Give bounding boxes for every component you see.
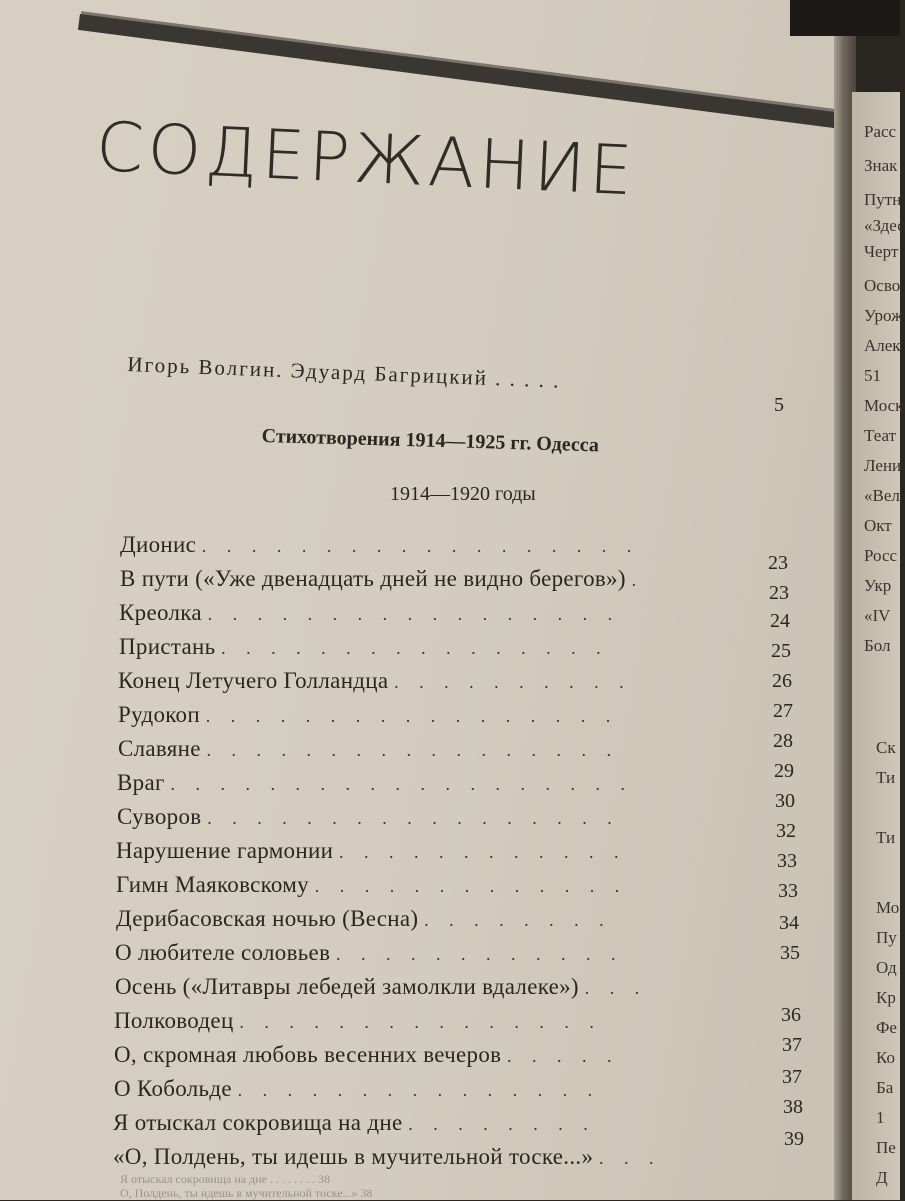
entry-page-number: 23 xyxy=(769,582,789,604)
entry-page-number: 35 xyxy=(780,942,800,964)
entry-dots: . . . . . . . . . . . . . . . . . xyxy=(205,706,619,726)
list-item xyxy=(114,1076,600,1102)
subsection-title: 1914—1920 годы xyxy=(390,483,536,505)
list-item xyxy=(120,566,644,592)
entry-dots: . . . . . . . . . . . . . . . . xyxy=(221,638,609,658)
intro-entry xyxy=(127,352,561,394)
list-item xyxy=(118,702,618,728)
entry-title: Дерибасовская ночью (Весна) xyxy=(116,906,419,931)
facing-page-fragment: Ск xyxy=(876,738,896,757)
entry-dots: . . . . . . . . . . . . . . . . . . xyxy=(201,536,640,556)
list-item xyxy=(114,1042,620,1068)
entry-page-number: 33 xyxy=(777,850,797,872)
entry-dots: . . . . . . . . xyxy=(408,1114,596,1134)
entry-dots: . . . . . . . . . . . . xyxy=(338,842,627,862)
list-item xyxy=(117,804,620,830)
facing-page-fragment: Од xyxy=(876,958,897,977)
page-corner xyxy=(790,0,900,36)
list-item xyxy=(119,634,609,660)
entry-title: Дионис xyxy=(120,532,197,557)
facing-page-fragment: 51 xyxy=(864,366,881,385)
facing-page-fragment: «IV xyxy=(864,606,891,625)
facing-page-fragment: Урож xyxy=(864,306,903,325)
facing-page-fragment: «Здес xyxy=(864,216,905,235)
entry-page-number: 24 xyxy=(770,610,790,632)
entry-page-number: 23 xyxy=(768,552,788,574)
facing-page-fragment: 1 xyxy=(876,1108,885,1127)
facing-page-fragment: Укр xyxy=(864,576,892,595)
entry-page-number: 37 xyxy=(782,1066,802,1088)
facing-page-fragment: Окт xyxy=(864,516,892,535)
facing-page-fragment: Ти xyxy=(876,768,896,787)
entry-title: О, скромная любовь весенних вечеров xyxy=(114,1042,502,1067)
facing-page-fragment: Путн xyxy=(864,190,902,209)
entry-dots: . . . . . . . . . . . . . . . . . xyxy=(207,604,621,624)
entry-page-number: 37 xyxy=(782,1034,802,1056)
facing-page-fragment: Кр xyxy=(876,988,896,1007)
list-item xyxy=(117,770,633,796)
entry-dots: . . . . . . . . . . . . . . . xyxy=(239,1012,602,1032)
entry-page-number: 33 xyxy=(778,880,798,902)
facing-page-fragment: Знак xyxy=(864,156,898,175)
entry-title: О Кобольде xyxy=(114,1076,232,1101)
entry-title: Креолка xyxy=(119,600,202,625)
entry-dots: . . . . . . . . . . . . . . . . . xyxy=(206,740,620,760)
entry-page-number: 34 xyxy=(779,912,799,934)
entry-page-number: 38 xyxy=(317,1172,330,1186)
facing-page-fragment: Расс xyxy=(864,122,897,141)
list-item xyxy=(116,872,627,898)
entry-page-number: 39 xyxy=(784,1128,804,1150)
entry-page-number: 26 xyxy=(772,670,792,692)
entry-dots: . . . . . xyxy=(507,1046,620,1066)
entry-page-number: 28 xyxy=(773,730,793,752)
entry-title: О любителе соловьев xyxy=(115,940,331,965)
entry-dots: . . . . . . . . xyxy=(424,910,612,930)
entry-title: Я отыскал сокровища на дне xyxy=(120,1172,267,1186)
list-item xyxy=(116,838,626,864)
entry-dots: . . . . . . . . . . xyxy=(394,672,632,692)
entry-title: В пути («Уже двенадцать дней не видно берегов») xyxy=(120,566,626,591)
list-item xyxy=(115,940,623,966)
entry-page-number: 38 xyxy=(783,1096,803,1118)
list-item xyxy=(114,1008,602,1034)
entry-page-number: 29 xyxy=(774,760,794,782)
facing-page-fragment: Черт xyxy=(864,242,899,261)
list-item xyxy=(118,736,619,762)
entry-dots: . . . . . . . . . . . . . xyxy=(314,876,628,896)
facing-page-fragment: Лени xyxy=(864,456,902,475)
entry-dots: . . . . . . . . xyxy=(269,1172,315,1186)
facing-page-fragment: Фе xyxy=(876,1018,897,1037)
section-title: Стихотворения 1914—1925 гг. Одесса xyxy=(261,425,600,457)
facing-page-fragment: Алек xyxy=(864,336,901,355)
list-item xyxy=(116,906,612,932)
facing-page-fragment: Д xyxy=(876,1168,888,1187)
facing-page-fragment: Моск xyxy=(864,396,904,415)
entry-dots: . . . xyxy=(599,1148,662,1168)
facing-page-fragment: Росс xyxy=(864,546,898,565)
entry-title: Суворов xyxy=(117,804,202,829)
page-title: СОДЕРЖАНИЕ xyxy=(94,108,638,212)
entry-page-number: 38 xyxy=(360,1186,373,1200)
entry-title: Славяне xyxy=(118,736,201,761)
entry-page-number: 36 xyxy=(781,1004,801,1026)
entry-dots: . . . . . . . . . . . . xyxy=(335,944,624,964)
entry-dots: . . . xyxy=(584,978,648,998)
entry-title: Осень («Литавры лебедей замолкли вдалеке») xyxy=(115,974,579,999)
list-item xyxy=(119,600,620,626)
entry-title: Пристань xyxy=(119,634,216,659)
facing-page-fragment: Пу xyxy=(876,928,897,947)
entry-page-number: 30 xyxy=(775,790,795,812)
entry-title: Я отыскал сокровища на дне xyxy=(113,1110,403,1135)
entry-page-number: 32 xyxy=(776,820,796,842)
entry-page-number: 25 xyxy=(771,640,791,662)
entry-dots: . xyxy=(631,570,645,590)
entry-title: Нарушение гармонии xyxy=(116,838,334,863)
entry-title: О, Полдень, ты идешь в мучительной тоске...» xyxy=(120,1186,358,1200)
list-item xyxy=(115,974,647,1000)
entry-dots: . . . . . . . . . . . . . . . xyxy=(237,1080,601,1100)
intro-page-number: 5 xyxy=(774,394,784,416)
facing-page-fragment: Ба xyxy=(876,1078,894,1097)
list-item xyxy=(113,1144,662,1170)
entry-title: Конец Летучего Голландца xyxy=(118,668,389,693)
facing-page-fragment: Теат xyxy=(864,426,897,445)
list-item xyxy=(120,532,639,558)
entry-dots: . . . . . . . . . . . . . . . . . xyxy=(207,808,620,828)
facing-page-fragment: Ти xyxy=(876,828,896,847)
facing-page-fragment: Мо xyxy=(876,898,900,917)
entry-title: Гимн Маяковскому xyxy=(116,872,309,897)
list-item xyxy=(118,668,632,694)
intro-title: Игорь Волгин. Эдуард Багрицкий xyxy=(127,352,489,390)
entry-title: «О, Полдень, ты идешь в мучительной тоске...» xyxy=(113,1144,594,1169)
list-item xyxy=(120,1186,373,1201)
facing-page-fragment: Пе xyxy=(876,1138,896,1157)
entry-title: Враг xyxy=(117,770,165,795)
list-item xyxy=(113,1110,596,1136)
facing-page-fragment: Бол xyxy=(864,636,891,655)
facing-page-fragment: Осво xyxy=(864,276,901,295)
entry-title: Рудокоп xyxy=(118,702,200,727)
list-item xyxy=(120,1172,330,1187)
intro-dots: . . . . . xyxy=(494,366,561,393)
facing-page-fragment: «Вел xyxy=(864,486,900,505)
entry-page-number: 27 xyxy=(773,700,793,722)
facing-page-fragment: Ко xyxy=(876,1048,895,1067)
facing-page xyxy=(852,92,905,1200)
entry-dots: . . . . . . . . . . . . . . . . . . . xyxy=(170,774,633,794)
entry-title: Полководец xyxy=(114,1008,234,1033)
